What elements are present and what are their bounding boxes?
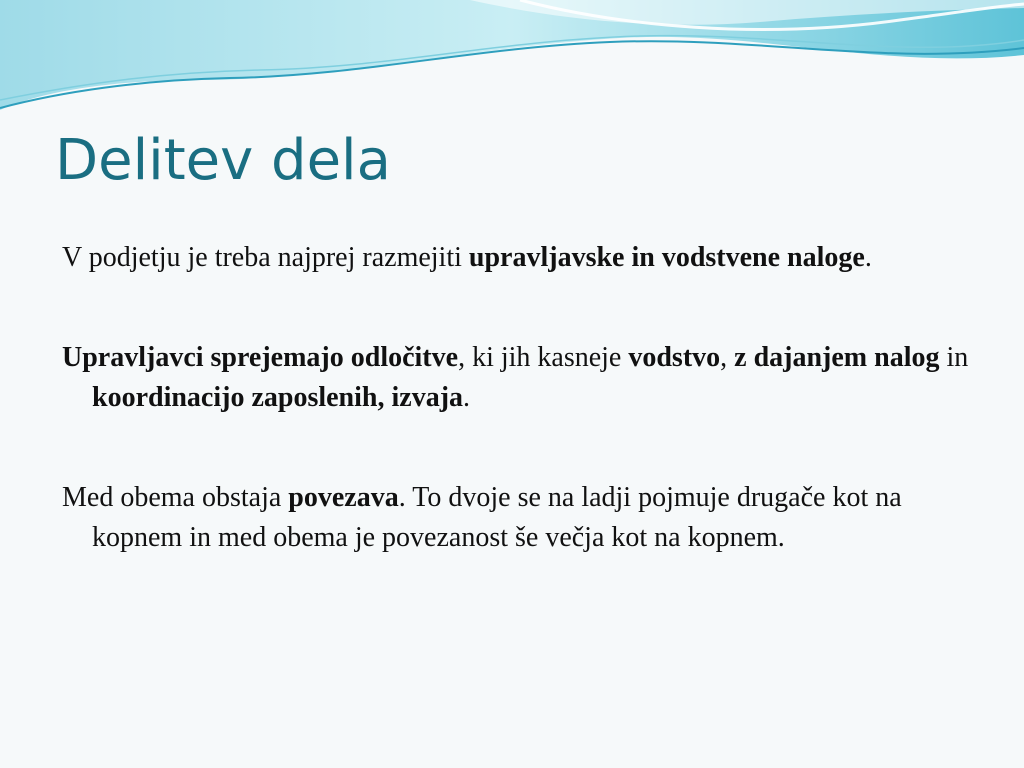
paragraph-3	[62, 478, 982, 558]
slide-title: Delitev dela	[55, 128, 391, 193]
paragraph-2-text: , ki jih kasneje	[458, 342, 629, 373]
paragraph-2-bold-text: Upravljavci sprejemajo odločitve	[62, 342, 459, 373]
paragraph-2-bold-text: z dajanjem nalog	[734, 342, 940, 373]
paragraph-3-text: . To dvoje se na ladji pojmuje drugače kot na kopnem in med obema je povezanost še večja kot na kopnem.	[92, 482, 902, 553]
paragraph-1	[62, 238, 982, 278]
paragraph-2-text: in	[939, 342, 969, 373]
paragraph-3-bold-text: povezava	[288, 482, 399, 513]
paragraph-1-text: V podjetju je treba najprej razmejiti	[62, 242, 469, 273]
slide-body	[62, 238, 982, 618]
paragraph-2-text: .	[463, 382, 471, 413]
paragraph-2	[62, 338, 982, 418]
paragraph-2-text: ,	[720, 342, 735, 373]
paragraph-1-text: .	[864, 242, 872, 273]
paragraph-1-bold-text: upravljavske in vodstvene naloge	[468, 242, 865, 273]
wave-header-decoration	[0, 0, 1024, 130]
paragraph-2-bold-text: vodstvo	[628, 342, 721, 373]
paragraph-2-bold-text: koordinacijo zaposlenih, izvaja	[92, 382, 464, 413]
paragraph-3-text: Med obema obstaja	[62, 482, 289, 513]
